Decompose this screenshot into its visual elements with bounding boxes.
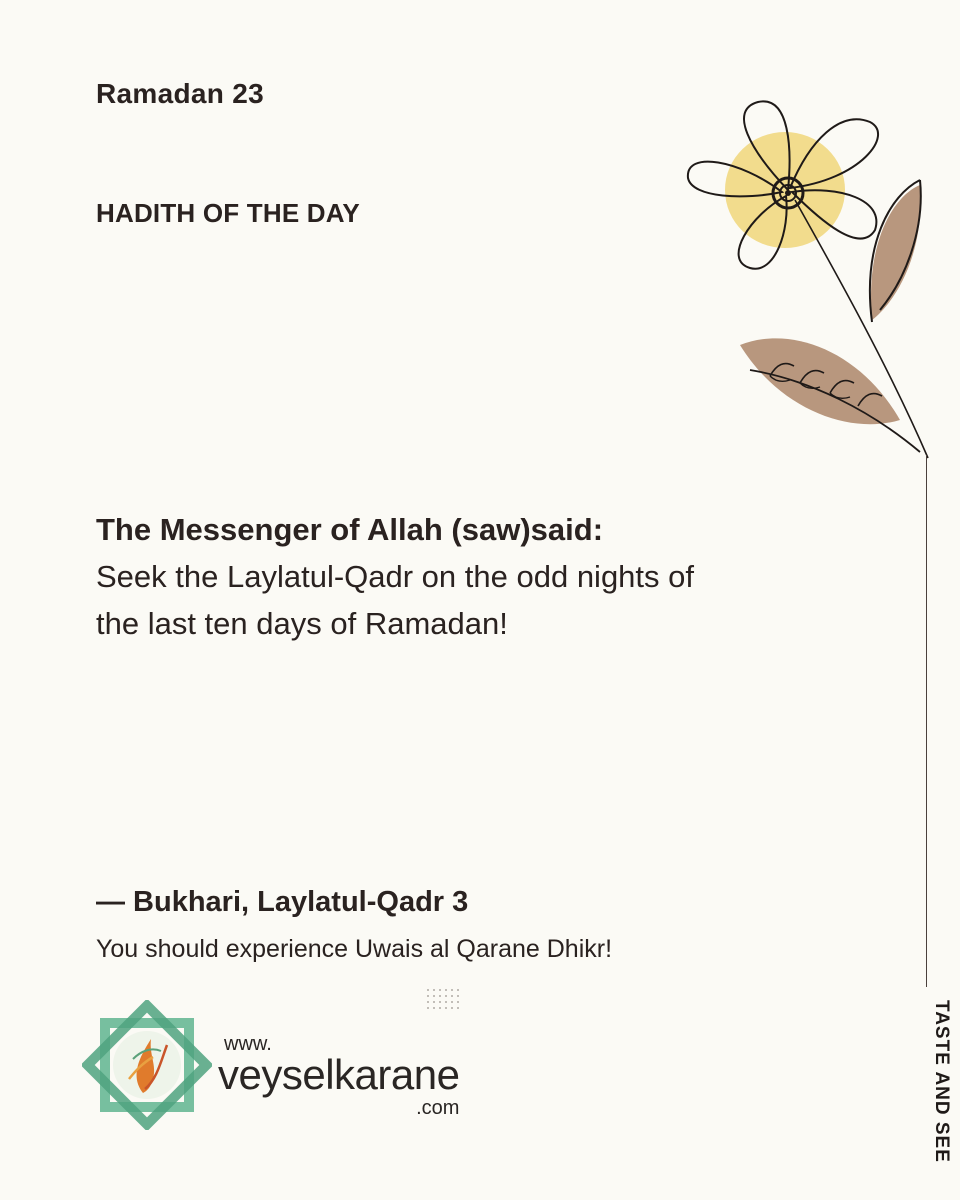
logo-tld: .com: [416, 1097, 460, 1119]
quote-lead: The Messenger of Allah (saw)said:: [96, 512, 604, 547]
star-emblem-icon: [82, 1000, 212, 1130]
side-label: TASTE AND SEE: [931, 1000, 952, 1163]
dhikr-note: You should experience Uwais al Qarane Dhikr!: [96, 935, 613, 963]
quote-source: — Bukhari, Laylatul-Qadr 3: [96, 886, 469, 918]
hadith-quote: [96, 506, 736, 647]
logo-name: veyselkarane: [218, 1051, 460, 1098]
page-date: Ramadan 23: [96, 78, 264, 109]
quote-body: Seek the Laylatul-Qadr on the odd nights of the last ten days of Ramadan!: [96, 559, 695, 641]
logo-www: www.: [224, 1033, 272, 1055]
site-logo[interactable]: [82, 1000, 459, 1130]
vertical-divider: [926, 455, 927, 987]
page-subtitle: HADITH OF THE DAY: [96, 198, 360, 228]
flower-illustration: [670, 80, 940, 470]
logo-wordmark: [218, 1034, 459, 1118]
